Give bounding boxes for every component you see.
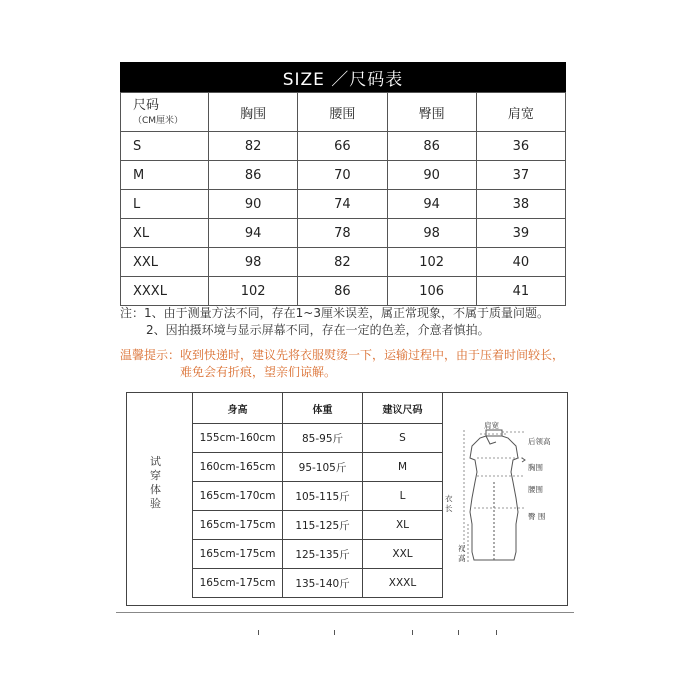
size-row — [121, 248, 566, 277]
size-chart-table — [120, 92, 566, 306]
diagram-label-hip: 臀 围 — [528, 512, 546, 521]
measurement-cell: 94 — [209, 219, 298, 248]
measurement-cell: 94 — [387, 190, 476, 219]
measurement-cell: 90 — [209, 190, 298, 219]
size-cell: XXL — [121, 248, 209, 277]
fitting-cell: XXXL — [363, 569, 443, 598]
fitting-cell: 135-140斤 — [283, 569, 363, 598]
size-row — [121, 277, 566, 306]
size-column-header: 腰围 — [298, 93, 387, 132]
measurement-cell: 98 — [209, 248, 298, 277]
measurement-cell: 86 — [209, 161, 298, 190]
size-cell: M — [121, 161, 209, 190]
fitting-column-header: 建议尺码 — [363, 393, 443, 424]
size-chart-header-row — [121, 93, 566, 132]
size-column-header — [121, 93, 209, 132]
fitting-cell: 95-105斤 — [283, 453, 363, 482]
measurement-cell: 82 — [298, 248, 387, 277]
size-chart-title — [120, 62, 566, 92]
fitting-cell: 165cm-175cm — [193, 540, 283, 569]
fitting-table — [192, 392, 443, 598]
fitting-cell: XXL — [363, 540, 443, 569]
divider-tick — [412, 630, 413, 635]
diagram-label-waist: 腰围 — [528, 485, 543, 494]
measurement-cell: 86 — [387, 132, 476, 161]
measurement-cell: 37 — [476, 161, 565, 190]
fitting-cell: 105-115斤 — [283, 482, 363, 511]
fitting-row — [193, 453, 443, 482]
fitting-column-header: 体重 — [283, 393, 363, 424]
measurement-cell: 39 — [476, 219, 565, 248]
measurement-cell: 98 — [387, 219, 476, 248]
fitting-cell: M — [363, 453, 443, 482]
size-cell: S — [121, 132, 209, 161]
size-column-header: 肩宽 — [476, 93, 565, 132]
fitting-row — [193, 540, 443, 569]
fitting-cell: 85-95斤 — [283, 424, 363, 453]
measurement-cell: 41 — [476, 277, 565, 306]
measurement-cell: 82 — [209, 132, 298, 161]
measurement-cell: 74 — [298, 190, 387, 219]
size-cell: L — [121, 190, 209, 219]
fitting-cell: L — [363, 482, 443, 511]
divider-tick — [496, 630, 497, 635]
fitting-column-header: 身高 — [193, 393, 283, 424]
diagram-label-shoulder: 肩宽 — [484, 421, 499, 430]
warm-tip-line-2: 难免会有折痕，望亲们谅解。 — [180, 365, 337, 379]
size-column-unit: （CM厘米） — [133, 116, 184, 126]
bottom-divider — [116, 612, 574, 613]
diagram-label-slit: 衩高 — [458, 544, 466, 563]
fitting-header-row — [193, 393, 443, 424]
divider-tick — [334, 630, 335, 635]
dress-neckline — [486, 436, 496, 444]
measurement-cell: 86 — [298, 277, 387, 306]
fitting-cell: 115-125斤 — [283, 511, 363, 540]
fitting-cell: XL — [363, 511, 443, 540]
measurement-cell: 102 — [209, 277, 298, 306]
measurement-cell: 90 — [387, 161, 476, 190]
divider-tick — [258, 630, 259, 635]
fitting-cell: 165cm-175cm — [193, 511, 283, 540]
size-row — [121, 219, 566, 248]
size-column-header: 胸围 — [209, 93, 298, 132]
fitting-cell: S — [363, 424, 443, 453]
fitting-cell: 165cm-175cm — [193, 569, 283, 598]
measurement-cell: 38 — [476, 190, 565, 219]
size-cell: XXXL — [121, 277, 209, 306]
measurement-cell: 70 — [298, 161, 387, 190]
measurement-cell: 40 — [476, 248, 565, 277]
fitting-row — [193, 482, 443, 511]
size-column-label: 尺码 — [133, 98, 160, 113]
size-chart-title-text: SIZE ／尺码表 — [282, 69, 404, 90]
size-row — [121, 161, 566, 190]
fitting-label: 试穿体验 — [150, 455, 161, 510]
note-line-2: 2、因拍摄环境与显示屏幕不同，存在一定的色差，介意者慎拍。 — [146, 323, 490, 337]
fitting-cell: 125-135斤 — [283, 540, 363, 569]
diagram-label-length: 衣长 — [445, 494, 453, 513]
size-row — [121, 132, 566, 161]
diagram-label-collar: 后领高 — [528, 437, 551, 446]
size-cell: XL — [121, 219, 209, 248]
measurement-cell: 36 — [476, 132, 565, 161]
fitting-row — [193, 569, 443, 598]
fitting-row — [193, 424, 443, 453]
fitting-row — [193, 511, 443, 540]
size-row — [121, 190, 566, 219]
measurement-cell: 102 — [387, 248, 476, 277]
fitting-cell: 160cm-165cm — [193, 453, 283, 482]
measurement-cell: 78 — [298, 219, 387, 248]
measurement-cell: 106 — [387, 277, 476, 306]
fitting-cell: 155cm-160cm — [193, 424, 283, 453]
diagram-label-chest: 胸围 — [528, 463, 543, 472]
size-column-header: 臀围 — [387, 93, 476, 132]
divider-tick — [458, 630, 459, 635]
arrow-right-icon — [522, 458, 525, 462]
note-line-1: 注：1、由于测量方法不同，存在1~3厘米误差，属正常现象，不属于质量问题。 — [120, 306, 549, 320]
fitting-cell: 165cm-170cm — [193, 482, 283, 511]
measurement-cell: 66 — [298, 132, 387, 161]
warm-tip-line-1: 温馨提示：收到快递时，建议先将衣服熨烫一下，运输过程中，由于压着时间较长， — [120, 348, 565, 362]
